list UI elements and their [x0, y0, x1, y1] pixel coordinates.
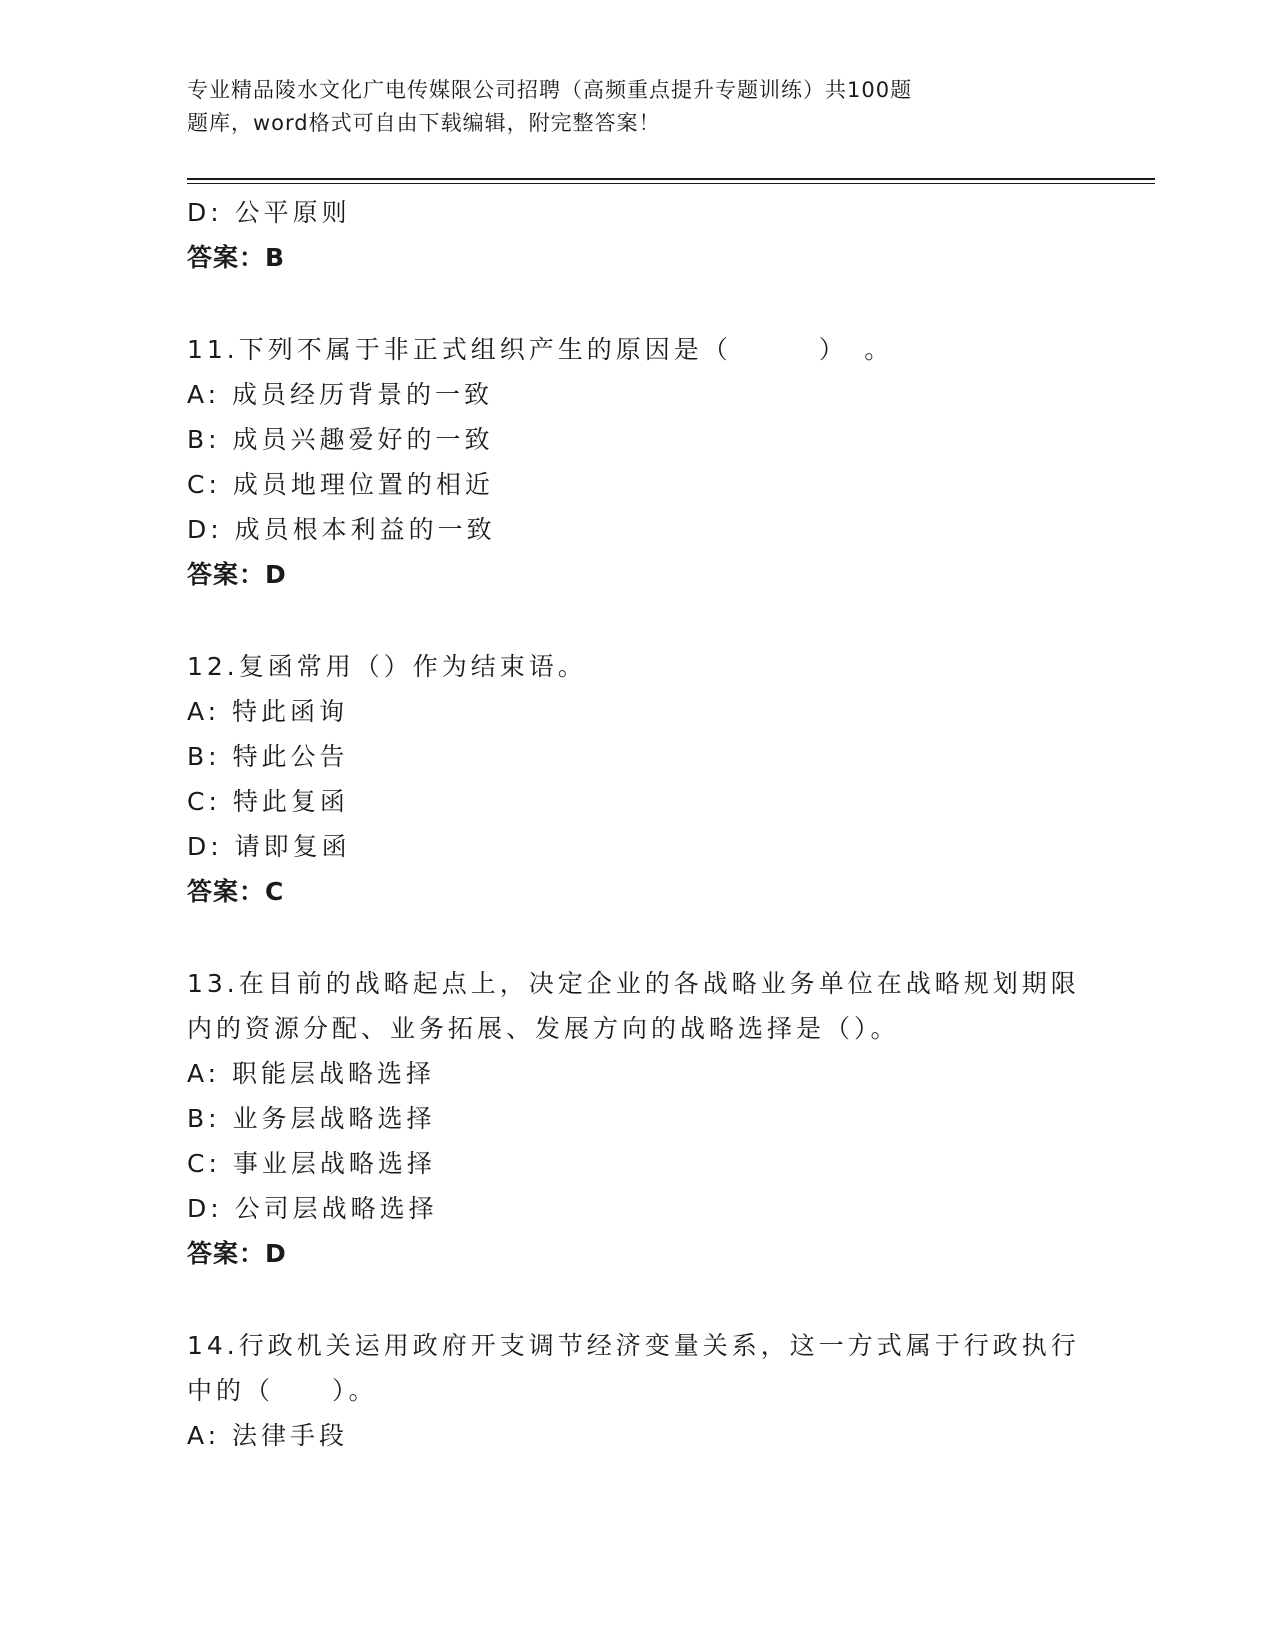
question-stem-line-1: 14.行政机关运用政府开支调节经济变量关系，这一方式属于行政执行	[187, 1331, 1080, 1360]
question-14	[187, 1323, 1087, 1458]
header-title-line-2: 题库，word格式可自由下载编辑，附完整答案！	[187, 111, 661, 135]
document-header	[187, 74, 1027, 140]
option-d: D: 公司层战略选择	[187, 1194, 438, 1223]
option-a: A: 成员经历背景的一致	[187, 380, 494, 409]
question-13	[187, 961, 1087, 1276]
option-a: A: 法律手段	[187, 1421, 349, 1450]
question-stem-line-1: 13.在目前的战略起点上，决定企业的各战略业务单位在战略规划期限	[187, 969, 1080, 998]
header-title-line-1: 专业精品陵水文化广电传媒限公司招聘（高频重点提升专题训练）共100题	[187, 78, 913, 102]
question-10-tail	[187, 190, 1087, 280]
question-12	[187, 644, 1087, 914]
answer-line: 答案：C	[187, 877, 285, 906]
answer-line: 答案：B	[187, 243, 286, 272]
option-c: C: 事业层战略选择	[187, 1149, 436, 1178]
answer-line: 答案：D	[187, 1239, 287, 1268]
option-b: B: 成员兴趣爱好的一致	[187, 425, 494, 454]
option-b: B: 特此公告	[187, 742, 349, 771]
answer-line: 答案：D	[187, 560, 287, 589]
option-a: A: 特此函询	[187, 697, 349, 726]
header-divider-thin	[187, 183, 1155, 184]
option-c: C: 特此复函	[187, 787, 349, 816]
option-d: D: 成员根本利益的一致	[187, 515, 496, 544]
option-d: D: 公平原则	[187, 198, 351, 227]
question-11	[187, 327, 1087, 597]
option-c: C: 成员地理位置的相近	[187, 470, 494, 499]
question-stem: 12.复函常用（）作为结束语。	[187, 652, 587, 681]
header-divider-thick	[187, 178, 1155, 180]
question-stem-line-2: 中的（ ）。	[187, 1376, 378, 1405]
question-list	[187, 190, 1087, 1458]
question-stem-line-2: 内的资源分配、业务拓展、发展方向的战略选择是（）。	[187, 1014, 900, 1043]
question-stem: 11.下列不属于非正式组织产生的原因是（ ） 。	[187, 335, 894, 364]
option-b: B: 业务层战略选择	[187, 1104, 436, 1133]
option-a: A: 职能层战略选择	[187, 1059, 436, 1088]
option-d: D: 请即复函	[187, 832, 351, 861]
